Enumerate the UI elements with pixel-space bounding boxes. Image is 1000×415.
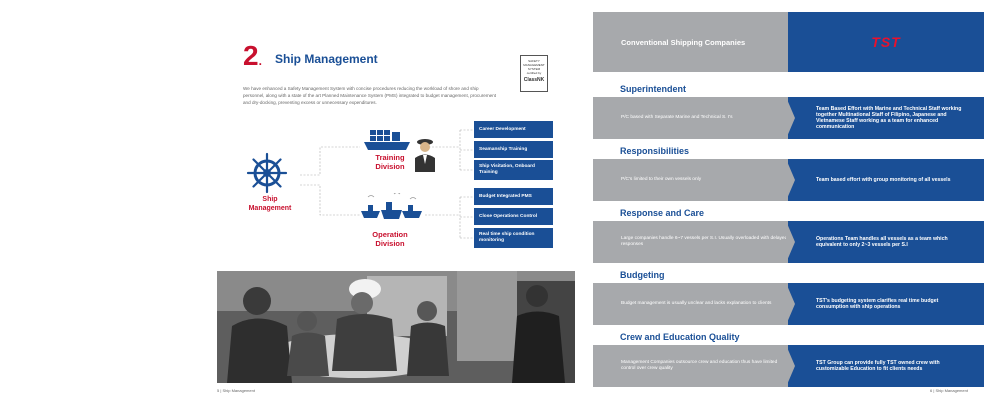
category-title: Superintendent — [620, 84, 687, 94]
classnk-certification-badge — [520, 55, 548, 92]
left-page-footer: 5 | Ship Management — [217, 388, 255, 393]
tst-cell: TST's budgeting system clarifies real time budget consumption with ship operations — [788, 283, 984, 325]
category-title: Budgeting — [620, 270, 665, 280]
conventional-cell: Large companies handle 6~7 vessels per S.I. Usually overloaded with delayed responses — [593, 221, 788, 263]
label-line: Training — [375, 153, 405, 162]
section-title: Ship Management — [275, 52, 378, 66]
training-item: Seamanship Training — [474, 141, 553, 158]
conventional-header: Conventional Shipping Companies — [593, 12, 788, 72]
training-item: Career Development — [474, 121, 553, 138]
category-title: Crew and Education Quality — [620, 332, 740, 342]
training-division-label — [360, 153, 420, 171]
crew-training-photo — [217, 271, 575, 383]
tst-logo: TST — [871, 34, 901, 50]
label-line: Ship — [262, 196, 278, 203]
conventional-cell: P/C based with Separate Marine and Technical S. I's — [593, 97, 788, 139]
badge-brand: ClassNK — [523, 77, 545, 83]
badge-line: SAFETY — [528, 59, 540, 63]
operation-item: Close Operations Control — [474, 208, 553, 225]
category-title: Response and Care — [620, 208, 705, 218]
tst-cell: TST Group can provide fully TST owned crew with customizable Education to fit clients needs — [788, 345, 984, 387]
badge-line: MANAGEMENT — [523, 63, 545, 67]
tst-cell: Team based effort with group monitoring of all vessels — [788, 159, 984, 201]
ship-wheel-icon — [245, 151, 289, 195]
tst-header — [788, 12, 984, 72]
ship-management-label — [240, 195, 300, 213]
conventional-cell: Management Companies outsource crew and education thus have limited control over crew quality — [593, 345, 788, 387]
badge-line: SYSTEM — [527, 67, 541, 71]
arrow-icon — [786, 345, 795, 387]
arrow-icon — [786, 159, 795, 201]
conventional-cell: P/C's limited to their own vessels only — [593, 159, 788, 201]
fleet-ships-icon — [356, 193, 426, 225]
right-page-footer: 6 | Ship Management — [930, 388, 968, 393]
tst-cell: Operations Team handles all vessels as a team which equivalent to only 2~3 vessels per S.I — [788, 221, 984, 263]
arrow-icon — [786, 283, 795, 325]
category-title: Responsibilities — [620, 146, 690, 156]
label-line: Division — [375, 162, 405, 171]
training-item: Ship Visitation, Onboard Training — [474, 160, 553, 180]
operation-item: Budget Integrated PMS — [474, 188, 553, 205]
tst-cell: Team Based Effort with Marine and Technical Staff working together Multinational Staff of Filipino, Japanese and Vietnamese Staff working as a team for enhanced communication — [788, 97, 984, 139]
badge-line: certified by — [526, 71, 542, 75]
arrow-icon — [786, 97, 795, 139]
conventional-cell: Budget management is usually unclear and lacks explanation to clients — [593, 283, 788, 325]
section-number: 2. — [243, 40, 262, 71]
label-line: Division — [375, 239, 405, 248]
operation-division-label — [360, 230, 420, 248]
intro-paragraph: We have enhanced a Safety Management System with concise procedures reducing the workload of shore and ship personnel, along with a state of the art Planned Maintenance System (PMS) integrated to budget management, procurement and dry-docking, preventing excess or unnecessary expenditures. — [243, 86, 497, 105]
label-line: Operation — [372, 230, 408, 239]
label-line: Management — [248, 205, 292, 212]
arrow-icon — [786, 221, 795, 263]
operation-item: Real time ship condition monitoring — [474, 228, 553, 248]
